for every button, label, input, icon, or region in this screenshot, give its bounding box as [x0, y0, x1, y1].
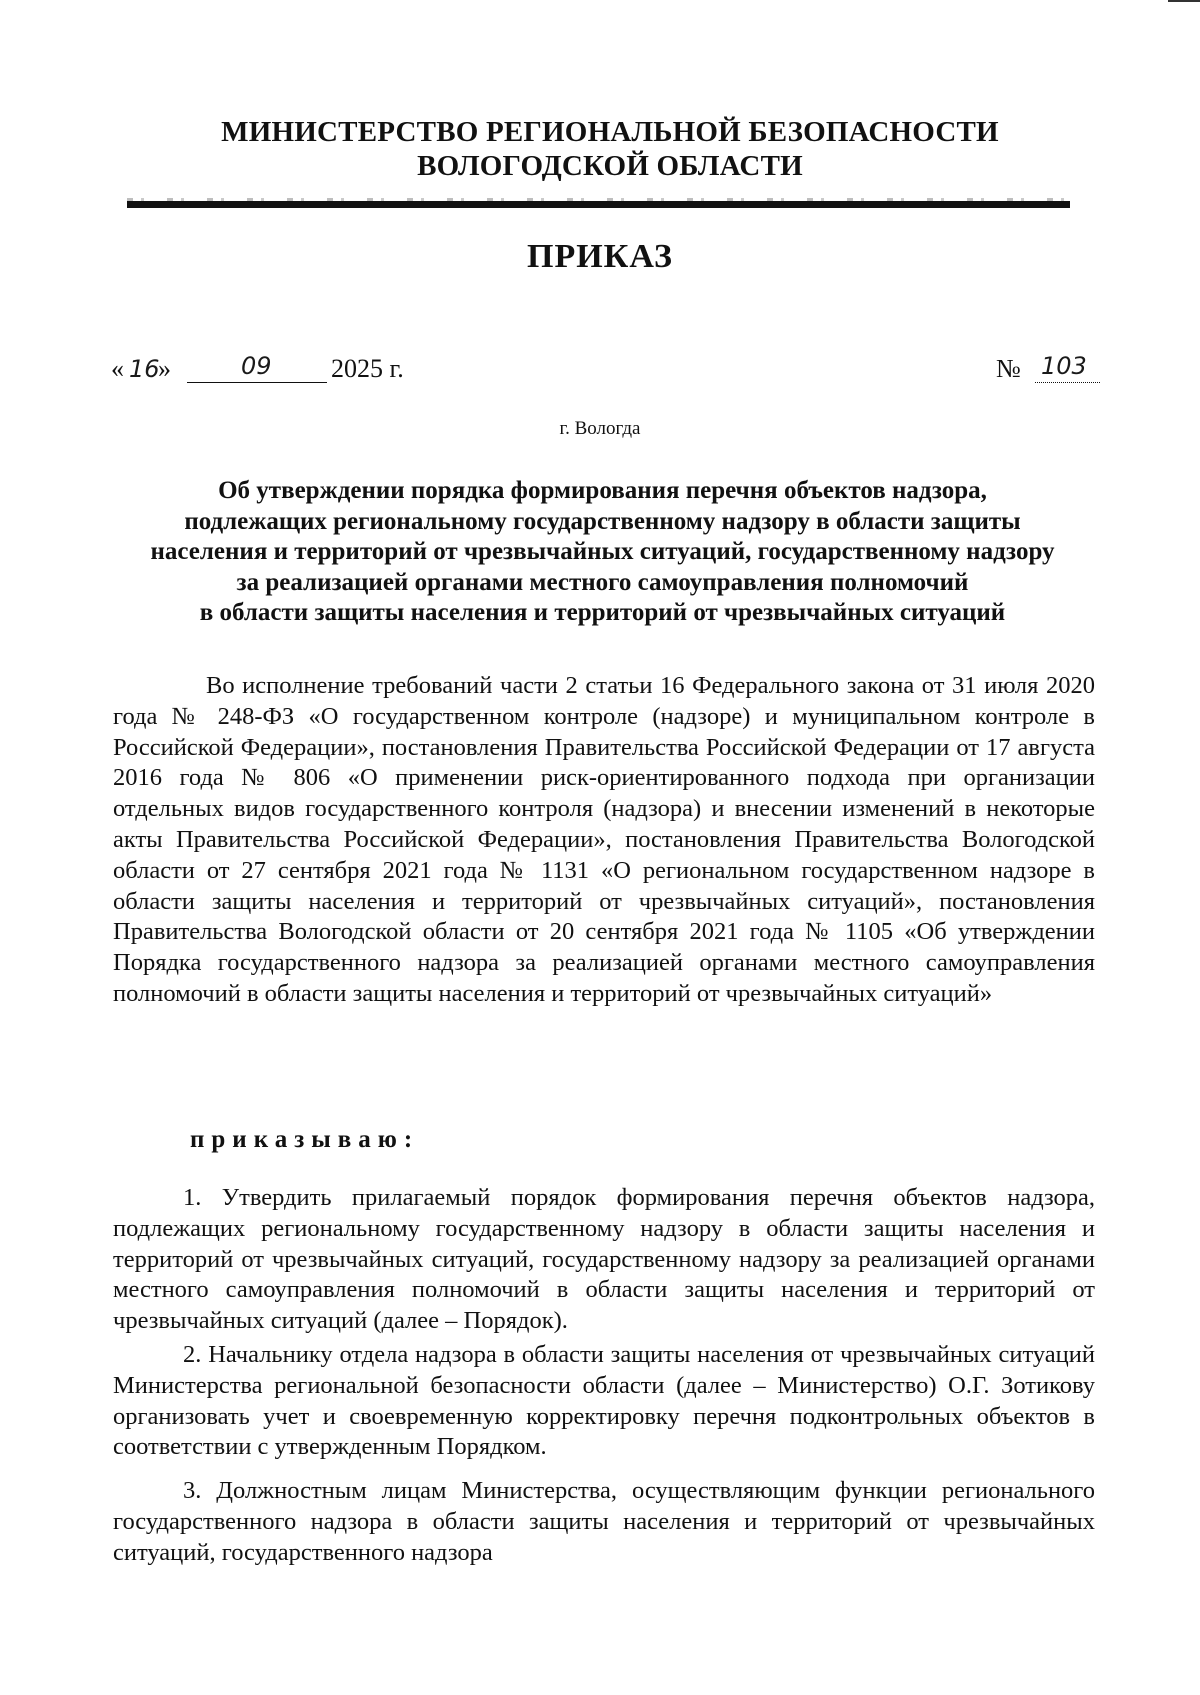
preamble-paragraph: Во исполнение требований части 2 статьи 16 Федерального закона от 31 июля 2020 года № 248-ФЗ «О государственном контроле (надзоре) и муниципальном контроле в Российской Федерации», постановления Правительства Российской Федерации от 17 августа 2016 года № 806 «О применении риск-ориентированного подхода при организации отдельных видов государственного контроля (надзора) и внесении изменений в некоторые акты Правительства Российской Федерации», постановления Правительства Вологодской области от 27 сентября 2021 года № 1131 «О региональном государственном надзоре в области защиты населения и территорий от чрезвычайных ситуаций», постановления Правительства Вологодской области от 20 сентября 2021 года № 1105 «Об утверждении Порядка государственного надзора за реализацией органами местного самоуправления полномочий в области защиты населения и территорий от чрезвычайных ситуаций» — [113, 672, 1095, 1007]
ministry-name-line-2: ВОЛОГОДСКОЙ ОБЛАСТИ — [417, 150, 803, 182]
date-year: 2025 г. — [331, 354, 404, 383]
order-number-label: № — [996, 354, 1021, 383]
decree-word: приказываю: — [190, 1126, 420, 1153]
order-item-3: 3. Должностным лицам Министерства, осуществляющим функции регионального государственного надзора в области защиты населения и территорий от чрезвычайных ситуаций, государственного надзора — [113, 1477, 1095, 1566]
order-number-underline — [1035, 382, 1100, 383]
document-type-title: ПРИКАЗ — [527, 238, 673, 275]
city-name: г. Вологда — [559, 418, 641, 439]
date-day-handwritten: 16 — [129, 355, 160, 383]
date-close-quote: » — [158, 354, 171, 383]
scan-corner-mark — [1168, 0, 1200, 2]
subject-line-1: Об утверждении порядка формирования перечня объектов надзора, — [218, 477, 987, 504]
order-item-1: 1. Утвердить прилагаемый порядок формирования перечня объектов надзора, подлежащих региональному государственному надзору в области защиты населения и территорий от чрезвычайных ситуаций, государственному надзору за реализацией органами местного самоуправления полномочий в области защиты населения и территорий от чрезвычайных ситуаций (далее – Порядок). — [113, 1184, 1095, 1335]
order-item-2: 2. Начальнику отдела надзора в области защиты населения от чрезвычайных ситуаций Министерства региональной безопасности области (далее – Министерство) О.Г. Зотикову организовать учет и своевременную корректировку перечня подконтрольных объектов в соответствии с утвержденным Порядком. — [113, 1341, 1095, 1461]
order-number-handwritten: 103 — [1041, 352, 1087, 380]
date-month-underline — [187, 382, 327, 383]
date-month-handwritten: 09 — [241, 352, 272, 380]
subject-line-2: подлежащих региональному государственному надзору в области защиты — [184, 507, 1021, 535]
date-open-quote: « — [111, 354, 124, 383]
subject-line-4: за реализацией органами местного самоуправления полномочий — [236, 568, 969, 596]
ministry-name-line-1: МИНИСТЕРСТВО РЕГИОНАЛЬНОЙ БЕЗОПАСНОСТИ — [221, 116, 999, 148]
ministry-name — [120, 115, 1100, 183]
subject-line-5: в области защиты населения и территорий от чрезвычайных ситуаций — [199, 599, 1006, 626]
date-number-line — [111, 354, 1091, 394]
header-divider — [127, 201, 1070, 208]
subject-line-3: населения и территорий от чрезвычайных ситуаций, государственному надзору — [150, 538, 1055, 565]
order-subject — [110, 476, 1095, 629]
